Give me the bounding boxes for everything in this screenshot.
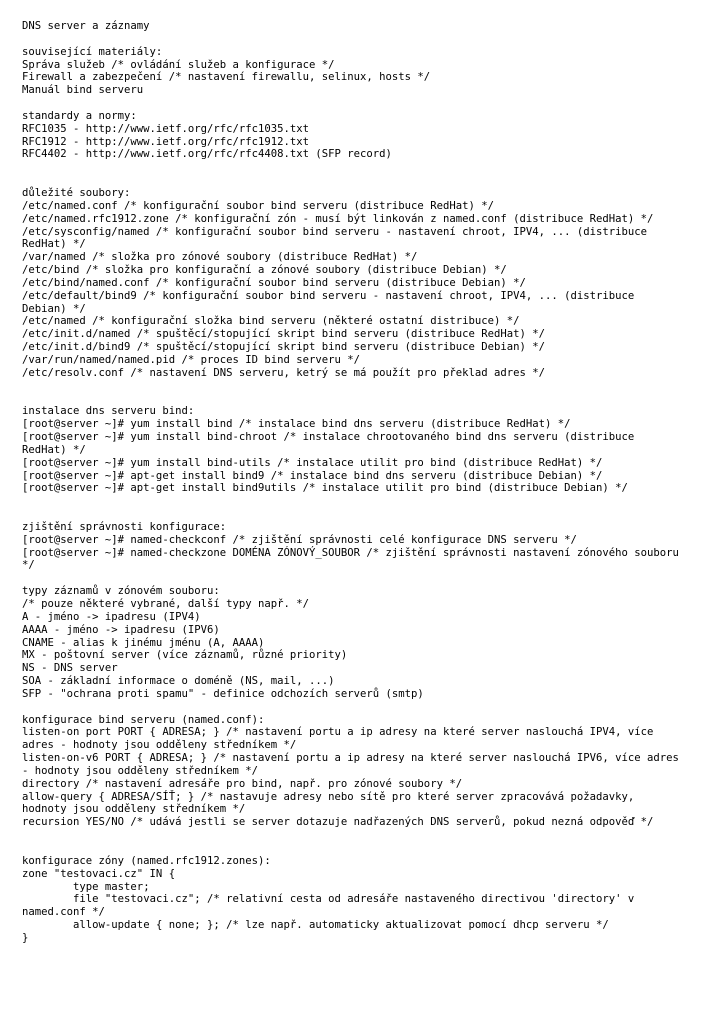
text-line: [root@server ~]# apt-get install bind9 /* instalace bind dns serveru (distribuce Debian) */ [22, 469, 603, 482]
text-line: directory /* nastavení adresáře pro bind, např. pro zónové soubory */ [22, 777, 463, 790]
blank-line [22, 392, 682, 405]
text-line: RFC4402 - http://www.ietf.org/rfc/rfc4408.txt (SFP record) [22, 148, 392, 161]
text-line: [root@server ~]# yum install bind /* instalace bind dns serveru (distribuce RedHat) */ [22, 418, 571, 431]
text-line: file "testovaci.cz"; /* relativní cesta od adresáře nastaveného directivou 'directory' v named.conf */ [22, 893, 641, 919]
text-line: související materiály: [22, 45, 163, 58]
text-line: důležité soubory: [22, 186, 131, 199]
text-line: A - jméno -> ipadresu (IPV4) [22, 610, 201, 623]
blank-line [22, 174, 682, 187]
blank-line [22, 33, 682, 46]
text-line: /var/named /* složka pro zónové soubory (distribuce RedHat) */ [22, 251, 418, 264]
text-line: /etc/sysconfig/named /* konfigurační soubor bind serveru - nastavení chroot, IPV4, ... (distribuce RedHat) */ [22, 225, 654, 251]
blank-line [22, 701, 682, 714]
text-line: /etc/init.d/named /* spuštěcí/stopující skript bind serveru (distribuce RedHat) */ [22, 328, 545, 341]
text-line: [root@server ~]# named-checkzone DOMÉNA ZÓNOVÝ_SOUBOR /* zjištění správnosti nastavení zónového souboru */ [22, 546, 686, 572]
text-line: allow-update { none; }; /* lze např. automaticky aktualizovat pomocí dhcp serveru */ [22, 919, 609, 932]
text-line: CNAME - alias k jinému jménu (A, AAAA) [22, 636, 265, 649]
text-line: allow-query { ADRESA/SÍŤ; } /* nastavuje adresy nebo sítě pro které server zpracovává požadavky, hodnoty jsou odděleny středníkem */ [22, 790, 641, 816]
text-line: [root@server ~]# yum install bind-chroot /* instalace chrootovaného bind dns serveru (distribuce RedHat) */ [22, 431, 641, 456]
text-line: Firewall a zabezpečení /* nastavení firewallu, selinux, hosts */ [22, 71, 431, 84]
blank-line [22, 380, 682, 393]
text-line: /etc/named.conf /* konfigurační soubor bind serveru (distribuce RedHat) */ [22, 199, 494, 212]
text-line: recursion YES/NO /* udává jestli se server dotazuje nadřazených DNS serverů, pokud nezná odpověď */ [22, 816, 654, 829]
text-line: [root@server ~]# named-checkconf /* zjištění správnosti celé konfigurace DNS serveru */ [22, 533, 577, 546]
blank-line [22, 572, 682, 585]
text-line: listen-on port PORT { ADRESA; } /* nastavení portu a ip adresy na které server naslouchá IPV4, více adres - hodnoty jsou odděleny středníkem */ [22, 726, 660, 752]
text-line: instalace dns serveru bind: [22, 405, 195, 418]
document-body [22, 20, 686, 945]
text-line: standardy a normy: [22, 109, 137, 122]
text-line: type master; [22, 880, 150, 893]
blank-line [22, 97, 682, 110]
text-line: konfigurace zóny (named.rfc1912.zones): [22, 854, 271, 867]
text-line: DNS server a záznamy [22, 20, 150, 32]
blank-line [22, 842, 682, 855]
text-line: /etc/named /* konfigurační složka bind serveru (některé ostatní distribuce) */ [22, 315, 520, 328]
text-line: zjištění správnosti konfigurace: [22, 520, 227, 533]
text-line: /var/run/named/named.pid /* proces ID bind serveru */ [22, 353, 361, 366]
text-line: Správa služeb /* ovládání služeb a konfigurace */ [22, 58, 335, 71]
text-line: } [22, 931, 29, 944]
text-line: RFC1912 - http://www.ietf.org/rfc/rfc1912.txt [22, 135, 310, 148]
text-line: SOA - základní informace o doméně (NS, mail, ...) [22, 675, 335, 688]
text-line: MX - poštovní server (více záznamů, různé priority) [22, 649, 348, 662]
blank-line [22, 508, 682, 521]
text-line: /etc/bind /* složka pro konfigurační a zónové soubory (distribuce Debian) */ [22, 264, 507, 277]
text-line: /etc/init.d/bind9 /* spuštěcí/stopující skript bind serveru (distribuce Debian) */ [22, 341, 545, 354]
blank-line [22, 495, 682, 508]
text-line: /* pouze některé vybrané, další typy např. */ [22, 597, 310, 610]
text-line: /etc/resolv.conf /* nastavení DNS serveru, ketrý se má použít pro překlad adres */ [22, 366, 545, 379]
text-line: RFC1035 - http://www.ietf.org/rfc/rfc1035.txt [22, 122, 310, 135]
text-line: typy záznamů v zónovém souboru: [22, 585, 220, 598]
text-line: [root@server ~]# apt-get install bind9utils /* instalace utilit pro bind (distribuce Debian) */ [22, 482, 628, 495]
text-line: Manuál bind serveru [22, 84, 144, 97]
text-line: NS - DNS server [22, 662, 118, 675]
text-line: /etc/named.rfc1912.zone /* konfigurační zón - musí být linkován z named.conf (distribuce RedHat) */ [22, 212, 654, 225]
text-line: /etc/default/bind9 /* konfigurační soubor bind serveru - nastavení chroot, IPV4, ... (distribuce Debian) */ [22, 289, 641, 315]
blank-line [22, 161, 682, 174]
text-line: SFP - "ochrana proti spamu" - definice odchozích serverů (smtp) [22, 687, 424, 700]
text-line: /etc/bind/named.conf /* konfigurační soubor bind serveru (distribuce Debian) */ [22, 276, 526, 289]
blank-line [22, 829, 682, 842]
text-line: AAAA - jméno -> ipadresu (IPV6) [22, 623, 220, 636]
text-line: listen-on-v6 PORT { ADRESA; } /* nastavení portu a ip adresy na které server naslouchá IPV6, více adres - hodnoty jsou odděleny středníkem */ [22, 752, 686, 777]
text-line: [root@server ~]# yum install bind-utils /* instalace utilit pro bind (distribuce RedHat) */ [22, 456, 603, 469]
text-line: zone "testovaci.cz" IN { [22, 867, 176, 880]
text-line: konfigurace bind serveru (named.conf): [22, 713, 265, 726]
